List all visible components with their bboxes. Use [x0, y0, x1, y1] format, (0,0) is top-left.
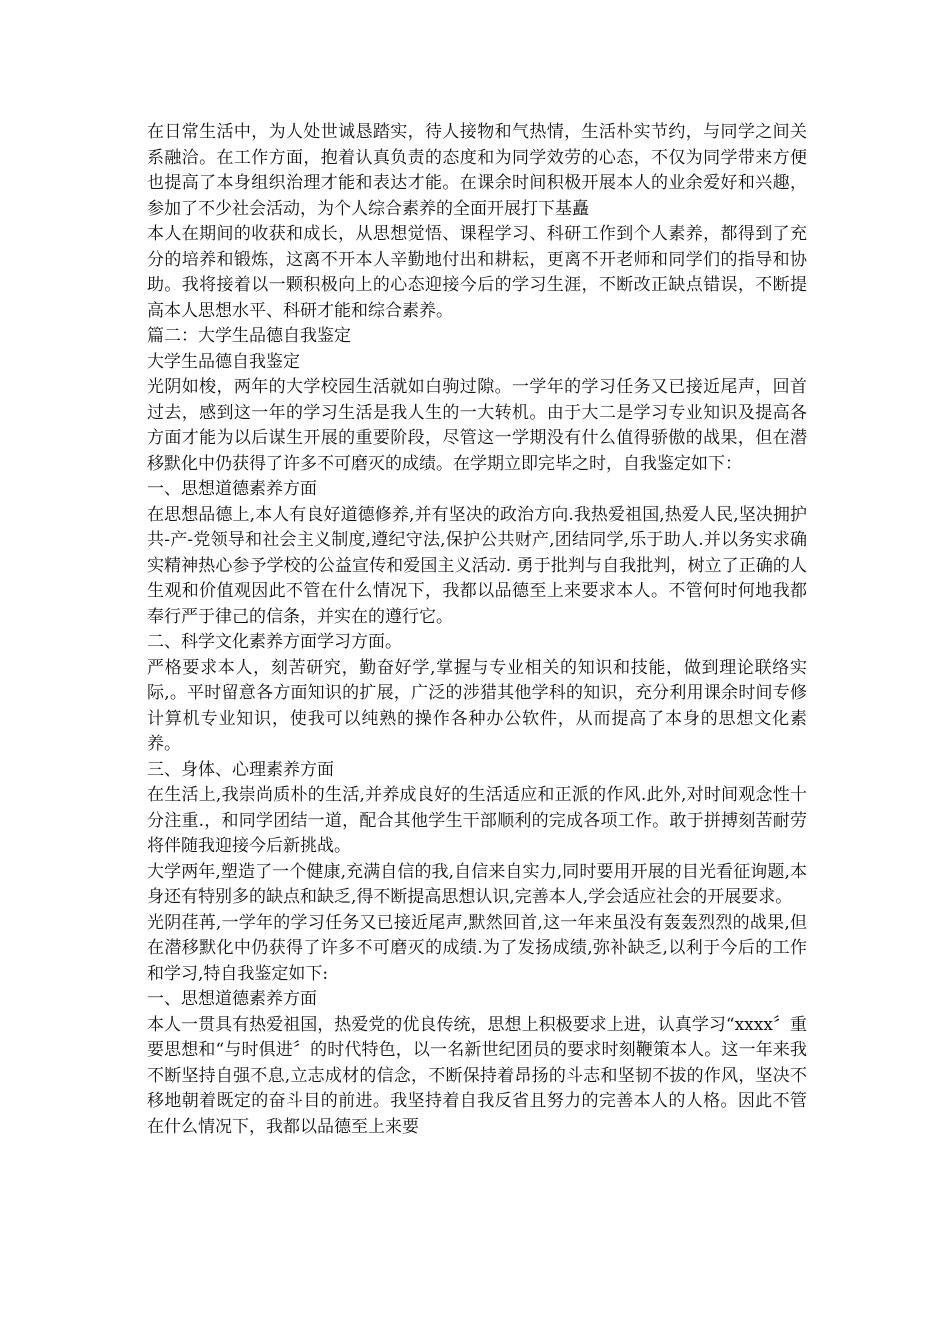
paragraph: 严格要求本人，刻苦研究，勤奋好学,掌握与专业相关的知识和技能，做到理论联络实际,。平时留意各方面知识的扩展，广泛的涉猎其他学科的知识，充分利用课余时间专修计算机专业知识，使我可以纯熟的操作各种办公软件，从而提高了本身的思想文化素养。 — [147, 657, 807, 754]
paragraph: 光阴如梭，两年的大学校园生活就如白驹过隙。一学年的学习任务又已接近尾声，回首过去，感到这一年的学习生活是我人生的一大转机。由于大二是学习专业知识及提高各方面才能为以后谋生开展的重要阶段，尽管这一学期没有什么值得骄傲的战果，但在潜移默化中仍获得了许多不可磨灭的成绩。在学期立即完毕之时，自我鉴定如下： — [147, 377, 807, 474]
paragraph: 在日常生活中，为人处世诚恳踏实，待人接物和气热情，生活朴实节约，与同学之间关系融洽。在工作方面，抱着认真负责的态度和为同学效劳的心态，不仅为同学带来方便也提高了本身组织治理才能和表达才能。在课余时间积极开展本人的业余爱好和兴趣，参加了不少社会活动，为个人综合素养的全面开展打下基矗 — [147, 122, 807, 219]
paragraph: 光阴荏苒,一学年的学习任务又已接近尾声,默然回首,这一年来虽没有轰轰烈烈的战果,但在潜移默化中仍获得了许多不可磨灭的成绩.为了发扬成绩,弥补缺乏,以利于今后的工作和学习,特自我鉴定如下: — [147, 912, 807, 984]
section-heading: 二、科学文化素养方面学习方面。 — [147, 632, 402, 652]
paragraph: 本人在期间的收获和成长，从思想觉悟、课程学习、科研工作到个人素养，都得到了充分的培养和锻炼，这离不开本人辛勤地付出和耕耘，更离不开老师和同学们的指导和协助。我将接着以一颗积极向上的心态迎接今后的学习生涯，不断改正缺点错误，不断提高本人思想水平、科研才能和综合素养。 — [147, 224, 807, 321]
paragraph: 在生活上,我崇尚质朴的生活,并养成良好的生活适应和正派的作风.此外,对时间观念性十分注重.，和同学团结一道，配合其他学生干部顺利的完成各项工作。敢于拼搏刻苦耐劳将伴随我迎接今后新挑战。 — [147, 785, 807, 856]
section-heading: 一、思想道德素养方面 — [147, 479, 317, 499]
section-title: 篇二：大学生品德自我鉴定 — [147, 326, 351, 346]
section-heading: 一、思想道德素养方面 — [147, 989, 317, 1009]
article-title: 大学生品德自我鉴定 — [147, 351, 300, 372]
section-heading: 三、身体、心理素养方面 — [147, 759, 334, 780]
paragraph: 在思想品德上,本人有良好道德修养,并有坚决的政治方向.我热爱祖国,热爱人民,坚决拥护共-产-党领导和社会主义制度,遵纪守法,保护公共财产,团结同学,乐于助人.并以务实求确实精神热心参予学校的公益宣传和爱国主义活动. 勇于批判与自我批判，树立了正确的人生观和价值观因此不管在什么情况下，我都以品德至上来要求本人。不管何时何地我都奉行严于律己的信条，并实在的遵行它。 — [147, 504, 807, 627]
paragraph: 大学两年,塑造了一个健康,充满自信的我,自信来自实力,同时要用开展的目光看征询题,本身还有特别多的缺点和缺乏,得不断提高思想认识,完善本人,学会适应社会的开展要求。 — [147, 861, 807, 907]
paragraph: 本人一贯具有热爱祖国，热爱党的优良传统，思想上积极要求上进，认真学习“xxxx〞重要思想和“与时俱进〞的时代特色，以一名新世纪团员的要求时刻鞭策本人。这一年来我不断坚持自强不息,立志成材的信念，不断保持着昂扬的斗志和坚韧不拔的作风，坚决不移地朝着既定的奋斗目的前进。我坚持着自我反省且努力的完善本人的人格。因此不管在什么情况下，我都以品德至上来要 — [147, 1014, 807, 1137]
document-body — [147, 120, 807, 1140]
